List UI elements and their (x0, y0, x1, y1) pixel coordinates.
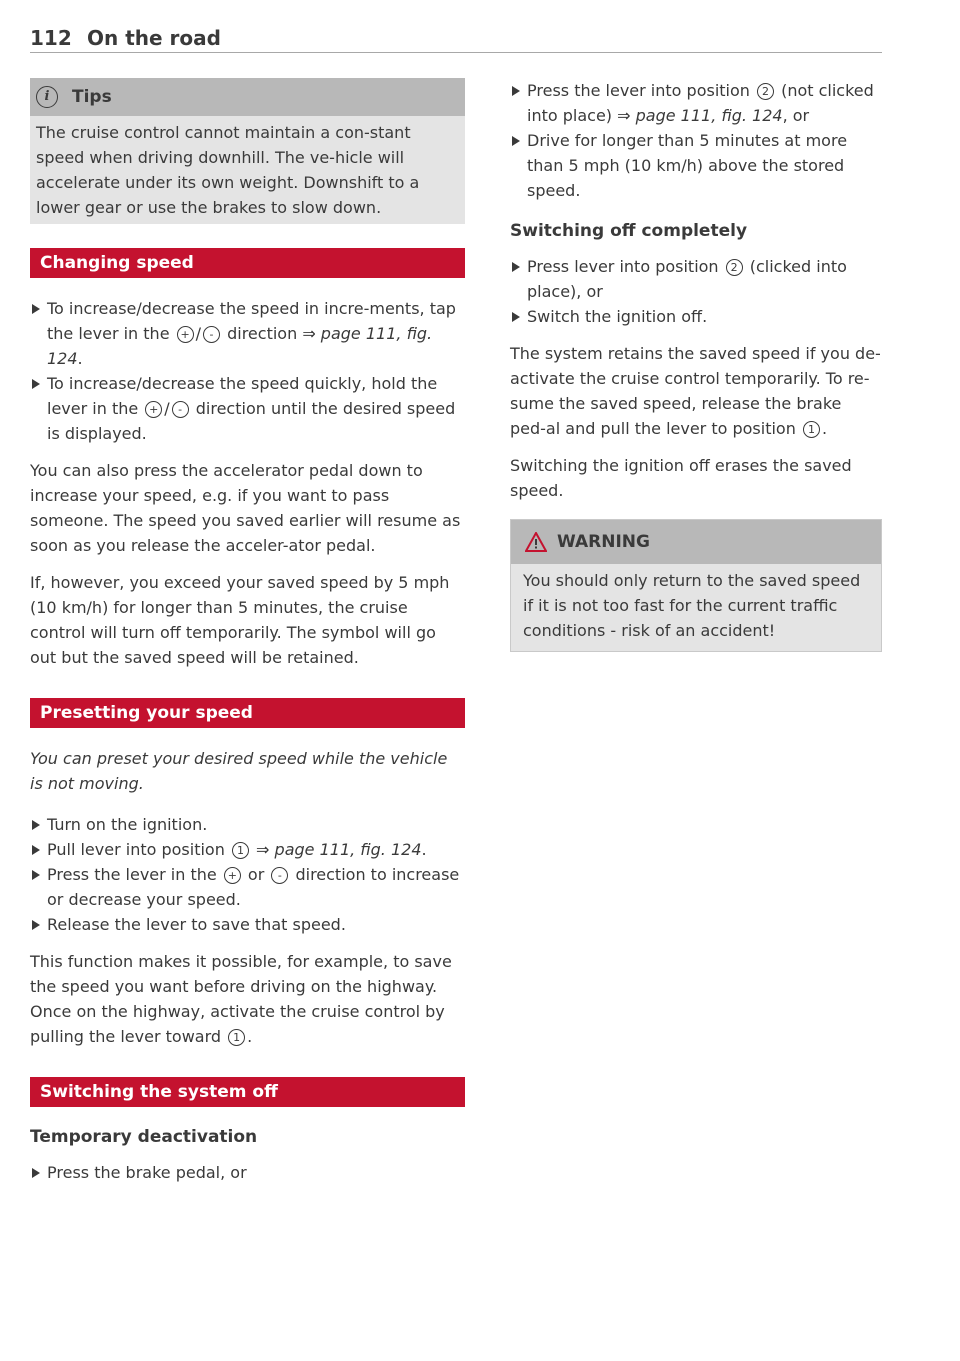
bullet-triangle-icon (32, 1168, 40, 1178)
plus-circle-icon: + (224, 867, 241, 884)
page-reference-link[interactable]: ⇒ page 111, fig. 124 (617, 106, 783, 125)
bullet-triangle-icon (32, 870, 40, 880)
position-2-icon: 2 (726, 259, 743, 276)
switching-off-heading: Switching the system off (30, 1077, 465, 1107)
list-item: Switch the ignition off. (510, 304, 882, 329)
tips-label: Tips (72, 86, 112, 107)
presetting-speed-heading: Presetting your speed (30, 698, 465, 728)
warning-triangle-icon (525, 532, 547, 552)
list-item: Pull lever into position 1 ⇒ page 111, fig. 124. (30, 837, 465, 862)
tips-box (30, 78, 465, 224)
bullet-triangle-icon (32, 920, 40, 930)
page-header (30, 22, 882, 53)
bullet-triangle-icon (32, 845, 40, 855)
bullet-triangle-icon (512, 262, 520, 272)
presetting-intro: You can preset your desired speed while the vehicle is not moving. (30, 749, 448, 793)
list-item: To increase/decrease the speed quickly, hold the lever in the + / - direction until the desired speed is displayed. (30, 371, 465, 446)
tips-text: The cruise control cannot maintain a con-stant speed when driving downhill. The ve-hicle will accelerate under its own weight. Downshift to a lower gear or use the brakes to slow down. (36, 123, 420, 217)
warning-box (510, 519, 882, 652)
page-reference-link[interactable]: ⇒ page 111, fig. 124 (47, 324, 433, 368)
chapter-title: On the road (87, 26, 221, 50)
position-1-icon: 1 (228, 1029, 245, 1046)
bullet-triangle-icon (512, 86, 520, 96)
right-column (510, 78, 882, 652)
list-item: Press the brake pedal, or (30, 1160, 465, 1185)
page-number: 112 (30, 26, 72, 50)
temporary-deactivation-heading: Temporary deactivation (30, 1127, 258, 1147)
minus-circle-icon: - (172, 401, 189, 418)
temporary-deactivation-list-cont (510, 78, 882, 203)
bullet-triangle-icon (32, 304, 40, 314)
list-item: Drive for longer than 5 minutes at more than 5 mph (10 km/h) above the stored speed. (510, 128, 882, 203)
bullet-triangle-icon (512, 136, 520, 146)
warning-label: WARNING (557, 531, 650, 552)
bullet-triangle-icon (512, 312, 520, 322)
info-icon: i (36, 86, 58, 108)
paragraph: This function makes it possible, for example, to save the speed you want before driving on the highway. Once on the highway, activate the cruise control by pulling the lever toward 1 . (30, 952, 452, 1046)
paragraph: Switching the ignition off erases the saved speed. (510, 456, 852, 500)
paragraph: The system retains the saved speed if you de-activate the cruise control temporarily. To re-sume the saved speed, release the brake ped-al and pull the lever to position 1 . (510, 344, 881, 438)
list-item: Press lever into position 2 (clicked into place), or (510, 254, 882, 304)
position-1-icon: 1 (232, 842, 249, 859)
paragraph: If, however, you exceed your saved speed by 5 mph (10 km/h) for longer than 5 minutes, the cruise control will turn off temporarily. The symbol will go out but the saved speed will be retained. (30, 573, 450, 667)
minus-circle-icon: - (271, 867, 288, 884)
left-column (30, 78, 465, 1197)
paragraph: You can also press the accelerator pedal down to increase your speed, e.g. if you want to pass someone. The speed you saved earlier will resume as soon as you release the acceler-ator pedal. (30, 461, 461, 555)
bullet-triangle-icon (32, 379, 40, 389)
list-item: Turn on the ignition. (30, 812, 465, 837)
temporary-deactivation-list (30, 1160, 465, 1185)
bullet-triangle-icon (32, 820, 40, 830)
list-item: To increase/decrease the speed in incre-ments, tap the lever in the + / - direction ⇒ page 111, fig. 124. (30, 296, 465, 371)
plus-circle-icon: + (145, 401, 162, 418)
changing-speed-list (30, 296, 465, 446)
tips-header (30, 78, 465, 116)
warning-header (511, 520, 881, 564)
list-item: Press the lever in the + or - direction to increase or decrease your speed. (30, 862, 465, 912)
list-item: Press the lever into position 2 (not clicked into place) ⇒ page 111, fig. 124, or (510, 78, 882, 128)
changing-speed-heading: Changing speed (30, 248, 465, 278)
position-2-icon: 2 (757, 83, 774, 100)
plus-circle-icon: + (177, 326, 194, 343)
switching-off-completely-list (510, 254, 882, 329)
switching-off-completely-heading: Switching off completely (510, 221, 748, 241)
page-reference-link[interactable]: ⇒ page 111, fig. 124 (256, 840, 422, 859)
position-1-icon: 1 (803, 421, 820, 438)
warning-text: You should only return to the saved speed if it is not too fast for the current traffic conditions - risk of an accident! (523, 571, 861, 640)
list-item: Release the lever to save that speed. (30, 912, 465, 937)
presetting-list (30, 812, 465, 937)
minus-circle-icon: - (203, 326, 220, 343)
